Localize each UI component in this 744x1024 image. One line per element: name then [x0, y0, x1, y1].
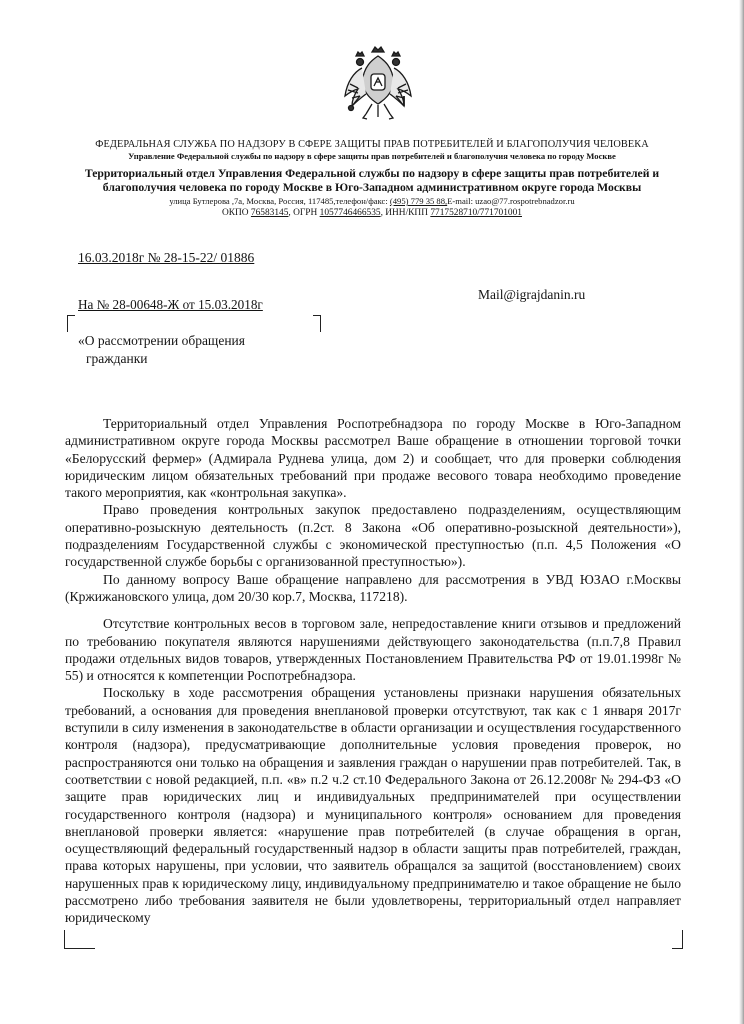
letter-subject: [78, 332, 338, 368]
footer-bracket-left: [64, 930, 95, 949]
address-text: улица Бутлерова ,7а, Москва, Россия, 117485,телефон/факс:: [169, 196, 390, 206]
department-name: [0, 167, 744, 194]
inn-kpp-code: 7717528710/771701001: [430, 208, 522, 218]
agency-subdivision: Управление Федеральной службы по надзору в сфере защиты прав потребителей и благополучия человека по городу Москве: [128, 151, 616, 161]
incoming-reference: На № 28-00648-Ж от 15.03.2018г: [78, 297, 263, 312]
footer-bracket-right: [672, 930, 683, 949]
body-paragraph: Отсутствие контрольных весов в торговом зале, непредоставление книги отзывов и предложений по требованию покупателя являются нарушениями действующего законодательства (п.п.7,8 Правил продажи отдельных видов товаров, утвержденных Постановлением Правительства РФ от 19.01.1998г № 55) и относятся к компетенции Роспотребнадзора.: [65, 616, 681, 684]
subject-line-1: «О рассмотрении обращения: [78, 333, 245, 348]
body-paragraph: Территориальный отдел Управления Роспотребнадзора по городу Москве в Юго-Западном административном округе города Москвы рассмотрел Ваше обращение в отношении торговой точки «Белорусский фермер» (Адмирала Руднева улица, дом 2) и сообщает, что для проверки соблюдения юридическим лицом обязательных требований при продаже весового товара необходимо проведение такого мероприятия, как «контрольная закупка».: [65, 416, 681, 501]
subject-bracket-right: [313, 315, 321, 332]
ogrn-label: , ОГРН: [288, 208, 320, 218]
outgoing-registration-number: 16.03.2018г № 28-15-22/ 01886: [78, 250, 255, 265]
body-paragraph: Право проведения контрольных закупок предоставлено подразделениям, осуществляющим оперативно-розыскную деятельность (п.2ст. 8 Закона «Об оперативно-розыскной деятельности»), подразделениям Государственной службы с экономической преступностью (п.п. 4,5 Положения «О государственной службе борьбы с организованной преступностью»).: [65, 502, 681, 570]
subject-bracket-left: [67, 315, 75, 332]
body-paragraph: Поскольку в ходе рассмотрения обращения установлены признаки нарушения обязательных требований, а основания для проведения внеплановой проверки отсутствуют, так как с 1 января 2017г вступили в силу изменения в законодательстве в области организации и осуществления государственного контроля (надзора), предусматривающие дополнительные условия проведения проверок, но распространяются они только на обращения и заявления граждан о нарушении прав потребителей. Так, в соответствии с новой редакцией, п.п. «в» п.2 ч.2 ст.10 Федерального Закона от 26.12.2008г № 294-ФЗ «О защите прав юридических лиц и индивидуальных предпринимателей при осуществлении государственного контроля (надзора) и муниципального контроля» основанием для проведения внеплановой проверки является: «нарушение прав потребителей (в случае обращения в орган, осуществляющий федеральный государственный надзор в области защиты прав потребителей, граждан, права которых нарушены, при условии, что заявитель обращался за защитой (восстановлением) своих нарушенных прав к юридическому лицу, индивидуальному предпринимателю и такое обращение не было рассмотрено либо требования заявителя не были удовлетворены, территориальный отдел направляет юридическому: [65, 685, 681, 926]
department-email: E-mail: uzao@77.rospotrebnadzor.ru: [447, 196, 575, 206]
scan-edge-shadow: [739, 0, 744, 1024]
department-line-1: Территориальный отдел Управления Федеральной службы по надзору в сфере защиты прав потребителей и: [84, 167, 660, 180]
inn-label: , ИНН/КПП: [380, 208, 431, 218]
recipient-email: Mail@igrajdanin.ru: [478, 287, 586, 302]
agency-name: ФЕДЕРАЛЬНАЯ СЛУЖБА ПО НАДЗОРУ В СФЕРЕ ЗАЩИТЫ ПРАВ ПОТРЕБИТЕЛЕЙ И БЛАГОПОЛУЧИЯ ЧЕЛОВЕКА: [95, 139, 649, 150]
okpo-code: 76583145: [250, 208, 289, 218]
department-line-2: благополучия человека по городу Москве в Юго-Западном административном округе города Москвы: [102, 180, 642, 194]
okpo-label: ОКПО: [222, 208, 251, 218]
subject-line-2: гражданки: [86, 351, 148, 366]
registration-codes: [0, 208, 744, 218]
ogrn-code: 1057746466535: [319, 208, 381, 218]
department-address: [0, 196, 744, 206]
body-paragraph: По данному вопросу Ваше обращение направлено для рассмотрения в УВД ЮЗАО г.Москвы (Кржижановского улица, дом 20/30 кор.7, Москва, 117218).: [65, 571, 681, 604]
coat-of-arms-icon: [342, 42, 414, 124]
phone-number: (495) 779 35 88,: [389, 196, 448, 206]
letter-body: [65, 415, 681, 927]
